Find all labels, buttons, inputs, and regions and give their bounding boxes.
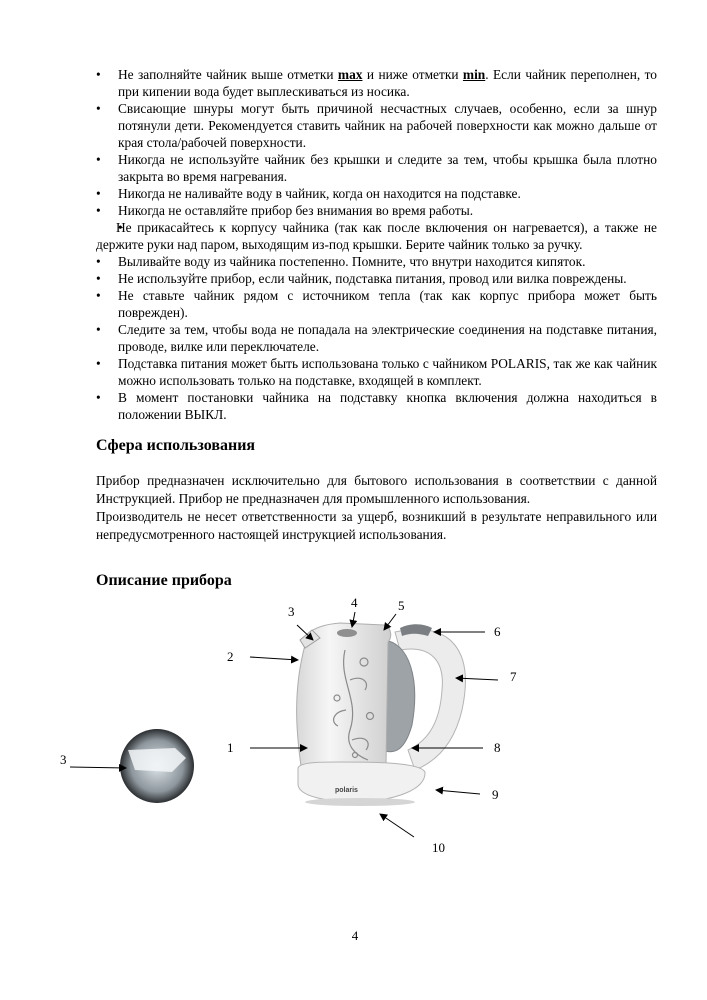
kettle-body-shape: [297, 623, 391, 782]
leader-line-5: [384, 614, 396, 630]
callout-5: 5: [398, 598, 405, 613]
callout-inset-3: 3: [60, 752, 67, 767]
leader-line-10: [380, 814, 414, 837]
warning-item: • Не используйте прибор, если чайник, подставка питания, провод или вилка повреждены.: [96, 270, 657, 287]
lid-button-shape: [337, 629, 357, 637]
callout-1: 1: [227, 740, 234, 755]
warning-item: • В момент постановки чайника на подставку кнопка включения должна находиться в положении ВЫКЛ.: [96, 389, 657, 423]
warning-item: • Никогда не оставляйте прибор без внимания во время работы.: [96, 202, 657, 219]
kettle-illustration: [0, 590, 707, 870]
liability-paragraph: Производитель не несет ответственности за ущерб, возникший в результате неправильного или непредусмотренного настоящей инструкцией использования.: [96, 509, 657, 542]
page-number: 4: [351, 928, 359, 943]
callout-3: 3: [288, 604, 295, 619]
base-shape: [298, 762, 425, 802]
callout-7: 7: [510, 669, 517, 684]
warning-item: • Следите за тем, чтобы вода не попадала на электрические соединения на подставке питания, проводе, вилке или переключателе.: [96, 321, 657, 355]
usage-paragraph: Прибор предназначен исключительно для бытового использования в соответствии с данной Инструкцией. Прибор не предназначен для промышленного использования.: [96, 473, 657, 506]
warning-item: • Подставка питания может быть использована только с чайником POLARIS, так же как чайник можно использовать только на подставке, входящей в комплект.: [96, 355, 657, 389]
leader-line-9: [436, 790, 480, 794]
warning-item: • Выливайте воду из чайника постепенно. Помните, что внутри находится кипяток.: [96, 253, 657, 270]
base-shadow: [305, 798, 415, 806]
callout-2: 2: [227, 649, 234, 664]
warning-item: • Никогда не наливайте воду в чайник, когда он находится на подставке.: [96, 185, 657, 202]
callout-6: 6: [494, 624, 501, 639]
description-heading: Описание прибора: [96, 572, 232, 589]
warning-item: • Не прикасайтесь к корпусу чайника (так как после включения он нагревается), а также не держите руки над паром, выходящим из-под крышки. Берите чайник только за ручку.: [96, 219, 657, 253]
warning-item: • Никогда не используйте чайник без крышки и следите за тем, чтобы крышка была плотно закрыта во время нагревания.: [96, 151, 657, 185]
brand-logo: polaris: [335, 787, 358, 794]
leader-line-inset: [70, 767, 126, 768]
callout-10: 10: [432, 840, 445, 855]
safety-warnings-list: [96, 66, 657, 423]
warning-item: • Не заполняйте чайник выше отметки max и ниже отметки min. Если чайник переполнен, то при кипении вода будет выплескиваться из носика.: [96, 66, 657, 100]
kettle-diagram: [0, 590, 707, 870]
warning-item: • Свисающие шнуры могут быть причиной несчастных случаев, особенно, если за шнур потянули дети. Рекомендуется ставить чайник на рабочей поверхности как можно дальше от края стола/рабочей поверхности.: [96, 100, 657, 151]
usage-heading: Сфера использования: [96, 437, 256, 454]
callout-4: 4: [351, 595, 358, 610]
callout-9: 9: [492, 787, 499, 802]
warning-item: • Не ставьте чайник рядом с источником тепла (так как корпус прибора может быть поврежден).: [96, 287, 657, 321]
callout-8: 8: [494, 740, 501, 755]
leader-line-2: [250, 657, 298, 660]
